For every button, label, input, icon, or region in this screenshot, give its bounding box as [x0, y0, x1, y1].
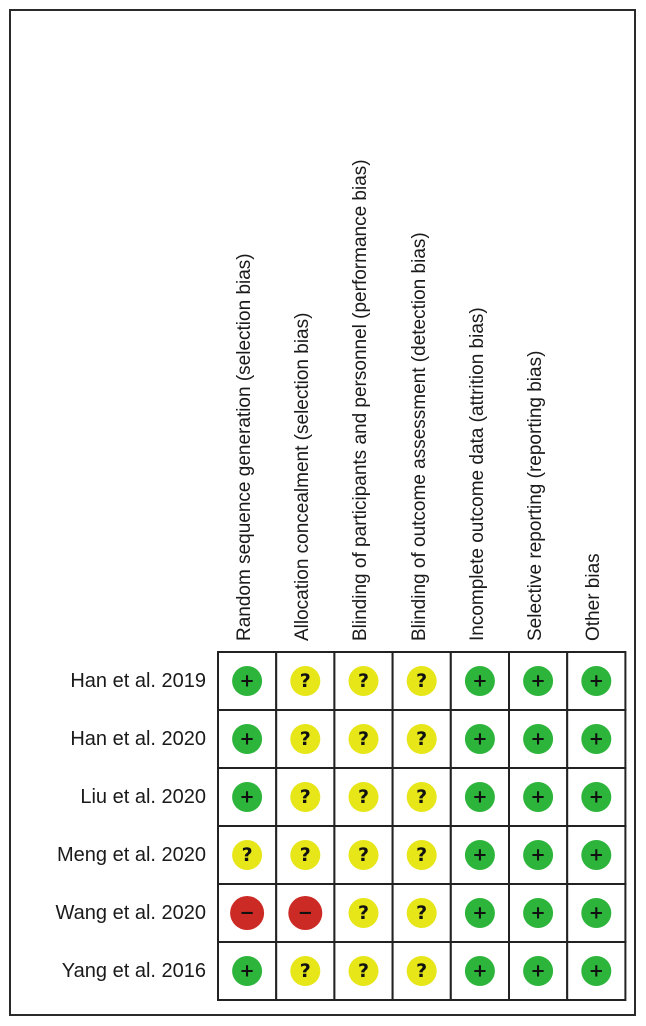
rating-symbol: +	[530, 670, 546, 692]
rating-symbol: +	[530, 960, 546, 982]
rating-symbol: ?	[299, 728, 311, 750]
rating-symbol: +	[472, 786, 488, 808]
rating-symbol: −	[239, 902, 255, 924]
rating-symbol: ?	[416, 960, 428, 982]
rating-symbol: +	[472, 670, 488, 692]
column-header-label: Blinding of outcome assessment (detection bias)	[408, 232, 430, 641]
column-header-label: Selective reporting (reporting bias)	[525, 350, 546, 641]
rating-symbol: ?	[416, 728, 428, 750]
rating-symbol: ?	[357, 844, 370, 866]
rating-symbol: +	[239, 960, 255, 982]
study-label: Han et al. 2019	[70, 670, 206, 692]
rating-symbol: ?	[416, 844, 428, 866]
rating-symbol: +	[588, 728, 604, 750]
rating-symbol: ?	[416, 902, 428, 924]
rating-symbol: +	[472, 728, 488, 750]
rating-symbol: +	[588, 670, 604, 692]
rating-symbol: +	[530, 786, 546, 808]
rating-symbol: +	[472, 960, 488, 982]
study-label: Han et al. 2020	[70, 728, 206, 750]
rating-symbol: ?	[357, 960, 370, 982]
rating-symbol: +	[239, 786, 255, 808]
rating-symbol: +	[588, 960, 604, 982]
rating-symbol: +	[588, 786, 604, 808]
rating-symbol: +	[588, 902, 604, 924]
study-label: Meng et al. 2020	[57, 844, 206, 866]
rating-symbol: +	[588, 844, 604, 866]
rating-symbol: +	[239, 728, 255, 750]
column-header-label: Allocation concealment (selection bias)	[292, 312, 314, 641]
rating-symbol: ?	[357, 786, 370, 808]
study-label: Yang et al. 2016	[61, 960, 206, 982]
rating-symbol: +	[530, 728, 546, 750]
rating-symbol: +	[472, 902, 488, 924]
rating-symbol: +	[239, 670, 255, 692]
rating-symbol: ?	[357, 902, 370, 924]
rating-symbol: ?	[299, 786, 311, 808]
rating-symbol: ?	[241, 844, 253, 866]
rating-symbol: ?	[299, 844, 311, 866]
study-label: Wang et al. 2020	[55, 902, 206, 924]
rating-symbol: +	[472, 844, 488, 866]
rating-symbol: ?	[299, 960, 311, 982]
rating-symbol: ?	[299, 670, 311, 692]
rating-symbol: +	[530, 844, 546, 866]
rating-symbol: ?	[357, 728, 370, 750]
column-header-label: Blinding of participants and personnel (performance bias)	[350, 159, 372, 641]
column-header-label: Random sequence generation (selection bias)	[234, 253, 255, 641]
rating-symbol: +	[530, 902, 546, 924]
column-header-label: Other bias	[583, 553, 605, 641]
rating-symbol: ?	[357, 670, 370, 692]
column-header-label: Incomplete outcome data (attrition bias)	[466, 307, 488, 641]
rating-symbol: ?	[416, 670, 428, 692]
rating-symbol: −	[297, 902, 313, 924]
study-label: Liu et al. 2020	[80, 786, 206, 808]
rating-symbol: ?	[416, 786, 428, 808]
